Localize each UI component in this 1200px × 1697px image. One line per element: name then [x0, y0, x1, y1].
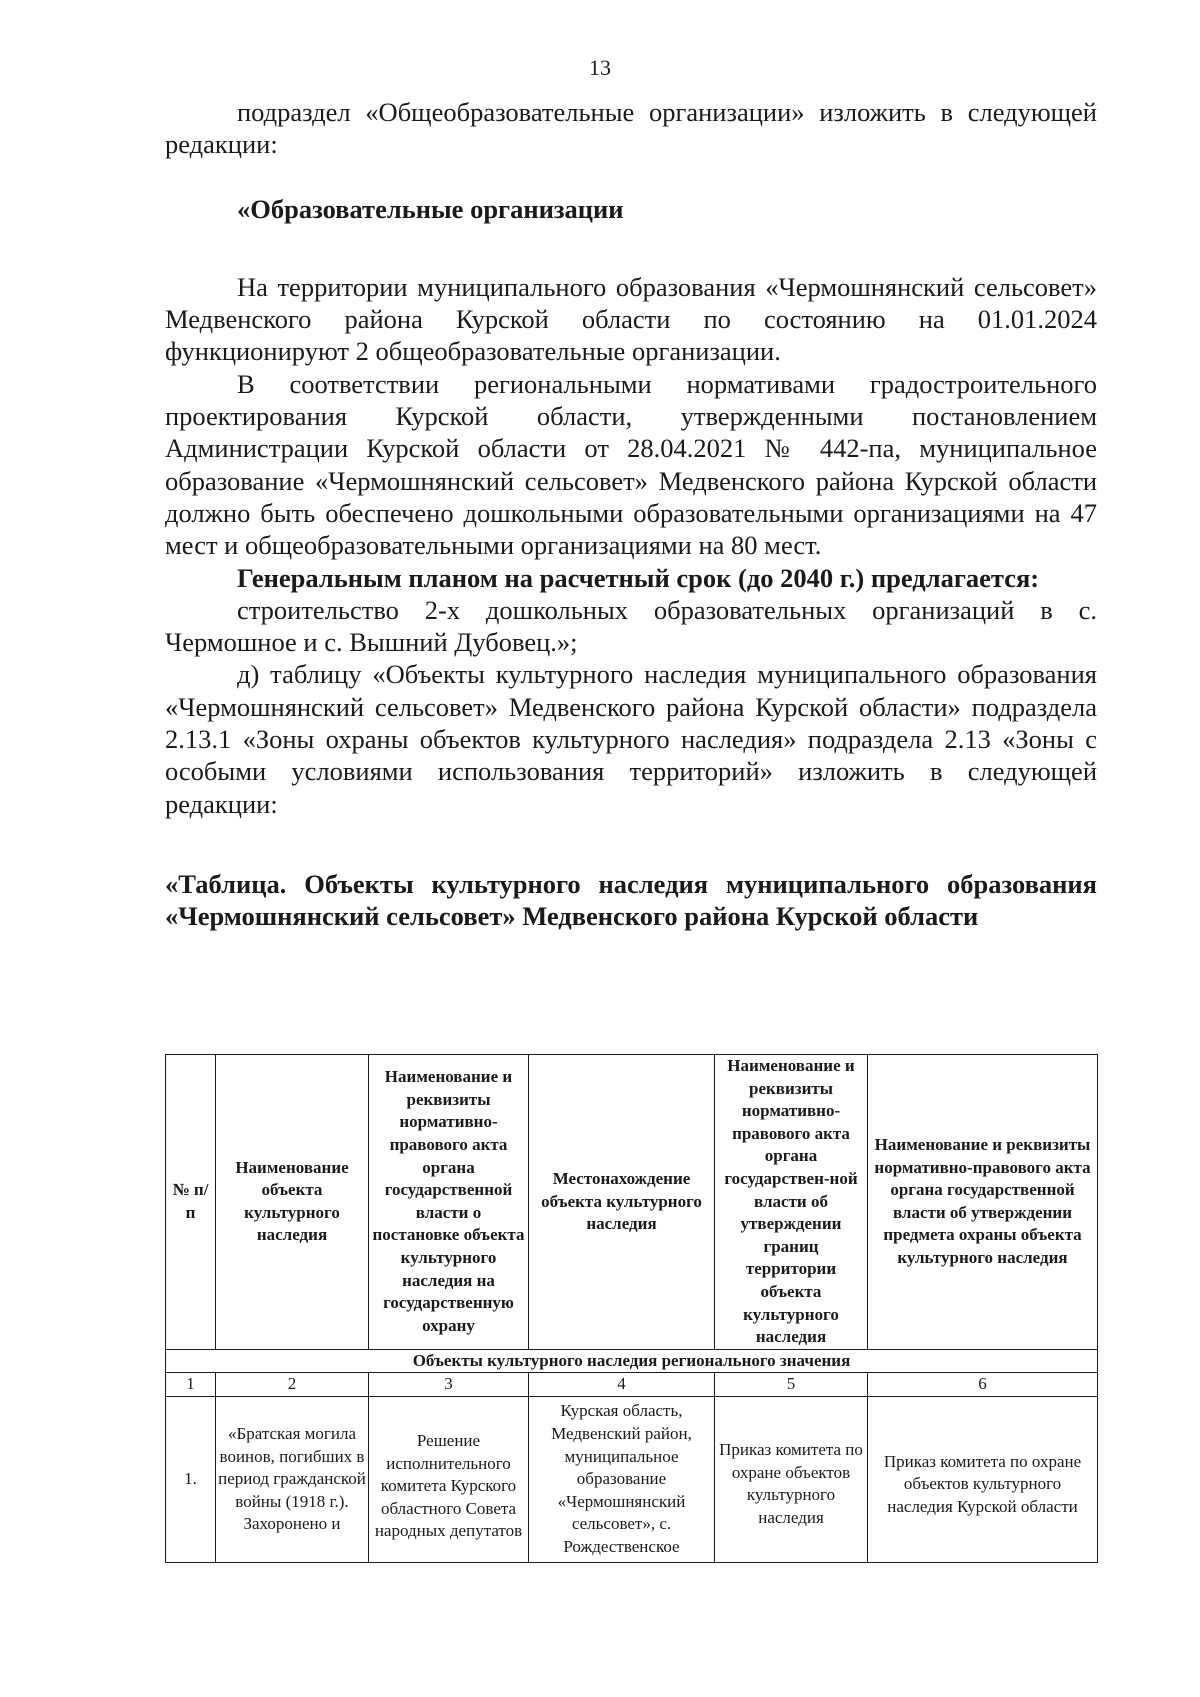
row-territory-act: Приказ комитета по охране объектов культурного наследия — [715, 1396, 868, 1562]
column-number-row — [166, 1373, 1098, 1397]
document-body — [165, 96, 1097, 932]
paragraph-intro: подраздел «Общеобразовательные организации» изложить в следующей редакции: — [165, 97, 1097, 160]
column-number: 2 — [216, 1373, 369, 1397]
row-object-name: «Братская могила воинов, погибших в период гражданской войны (1918 г.). Захоронено и — [216, 1396, 369, 1562]
section-title: Объекты культурного наследия регионального значения — [166, 1349, 1098, 1373]
paragraph-standards: В соответствии региональными нормативами градостроительного проектирования Курской области, утвержденными постановлением Администрации Курской области от 28.04.2021 № 442-па, муниципальное образование «Чермошнянский сельсовет» Медвенского района Курской области должно быть обеспечено дошкольными образовательными организациями на 47 мест и общеобразовательными организациями на 80 мест. — [165, 368, 1097, 561]
header-location: Местонахождение объекта культурного наследия — [529, 1055, 715, 1350]
column-number: 1 — [166, 1373, 216, 1397]
row-registration-act: Решение исполнительного комитета Курского областного Совета народных депутатов — [369, 1396, 529, 1562]
paragraph-construction: строительство 2-х дошкольных образовательных организаций в с. Чермошное и с. Вышний Дубовец.»; — [165, 594, 1097, 658]
row-protection-act: Приказ комитета по охране объектов культурного наследия Курской области — [868, 1396, 1098, 1562]
paragraph-territory: На территории муниципального образования «Чермошнянский сельсовет» Медвенского района Курской области по состоянию на 01.01.2024 функционируют 2 общеобразовательные организации. — [165, 271, 1097, 367]
header-territory-act: Наименование и реквизиты нормативно-правового акта органа государствен-ной власти об утверждении границ территории объекта культурного наследия — [715, 1055, 868, 1350]
header-registration-act: Наименование и реквизиты нормативно-правового акта органа государственной власти о постановке объекта культурного наследия на государственную охрану — [369, 1055, 529, 1350]
table-header-row — [166, 1055, 1098, 1350]
paragraph-general-plan: Генеральным планом на расчетный срок (до 2040 г.) предлагается: — [237, 562, 1040, 593]
row-location: Курская область, Медвенский район, муниципальное образование «Чермошнянский сельсовет», с. Рождественское — [529, 1396, 715, 1562]
column-number: 6 — [868, 1373, 1098, 1397]
header-object-name: Наименование объекта культурного наследия — [216, 1055, 369, 1350]
section-row — [166, 1349, 1098, 1373]
table-title: «Таблица. Объекты культурного наследия муниципального образования «Чермошнянский сельсовет» Медвенского района Курской области — [165, 868, 1097, 931]
table-row — [166, 1396, 1098, 1562]
row-number: 1. — [166, 1396, 216, 1562]
column-number: 3 — [369, 1373, 529, 1397]
section-heading: «Образовательные организации — [237, 193, 624, 224]
heritage-objects-table — [165, 1054, 1098, 1563]
column-number: 5 — [715, 1373, 868, 1397]
header-number: № п/п — [166, 1055, 216, 1350]
paragraph-table-instruction: д) таблицу «Объекты культурного наследия муниципального образования «Чермошнянский сельсовет» Медвенского района Курской области» подраздела 2.13.1 «Зоны охраны объектов культурного наследия» подраздела 2.13 «Зоны с особыми условиями использования территорий» изложить в следующей редакции: — [165, 659, 1097, 819]
page-number: 13 — [589, 55, 611, 80]
column-number: 4 — [529, 1373, 715, 1397]
header-protection-act: Наименование и реквизиты нормативно-правового акта органа государственной власти об утверждении предмета охраны объекта культурного наследия — [868, 1055, 1098, 1350]
